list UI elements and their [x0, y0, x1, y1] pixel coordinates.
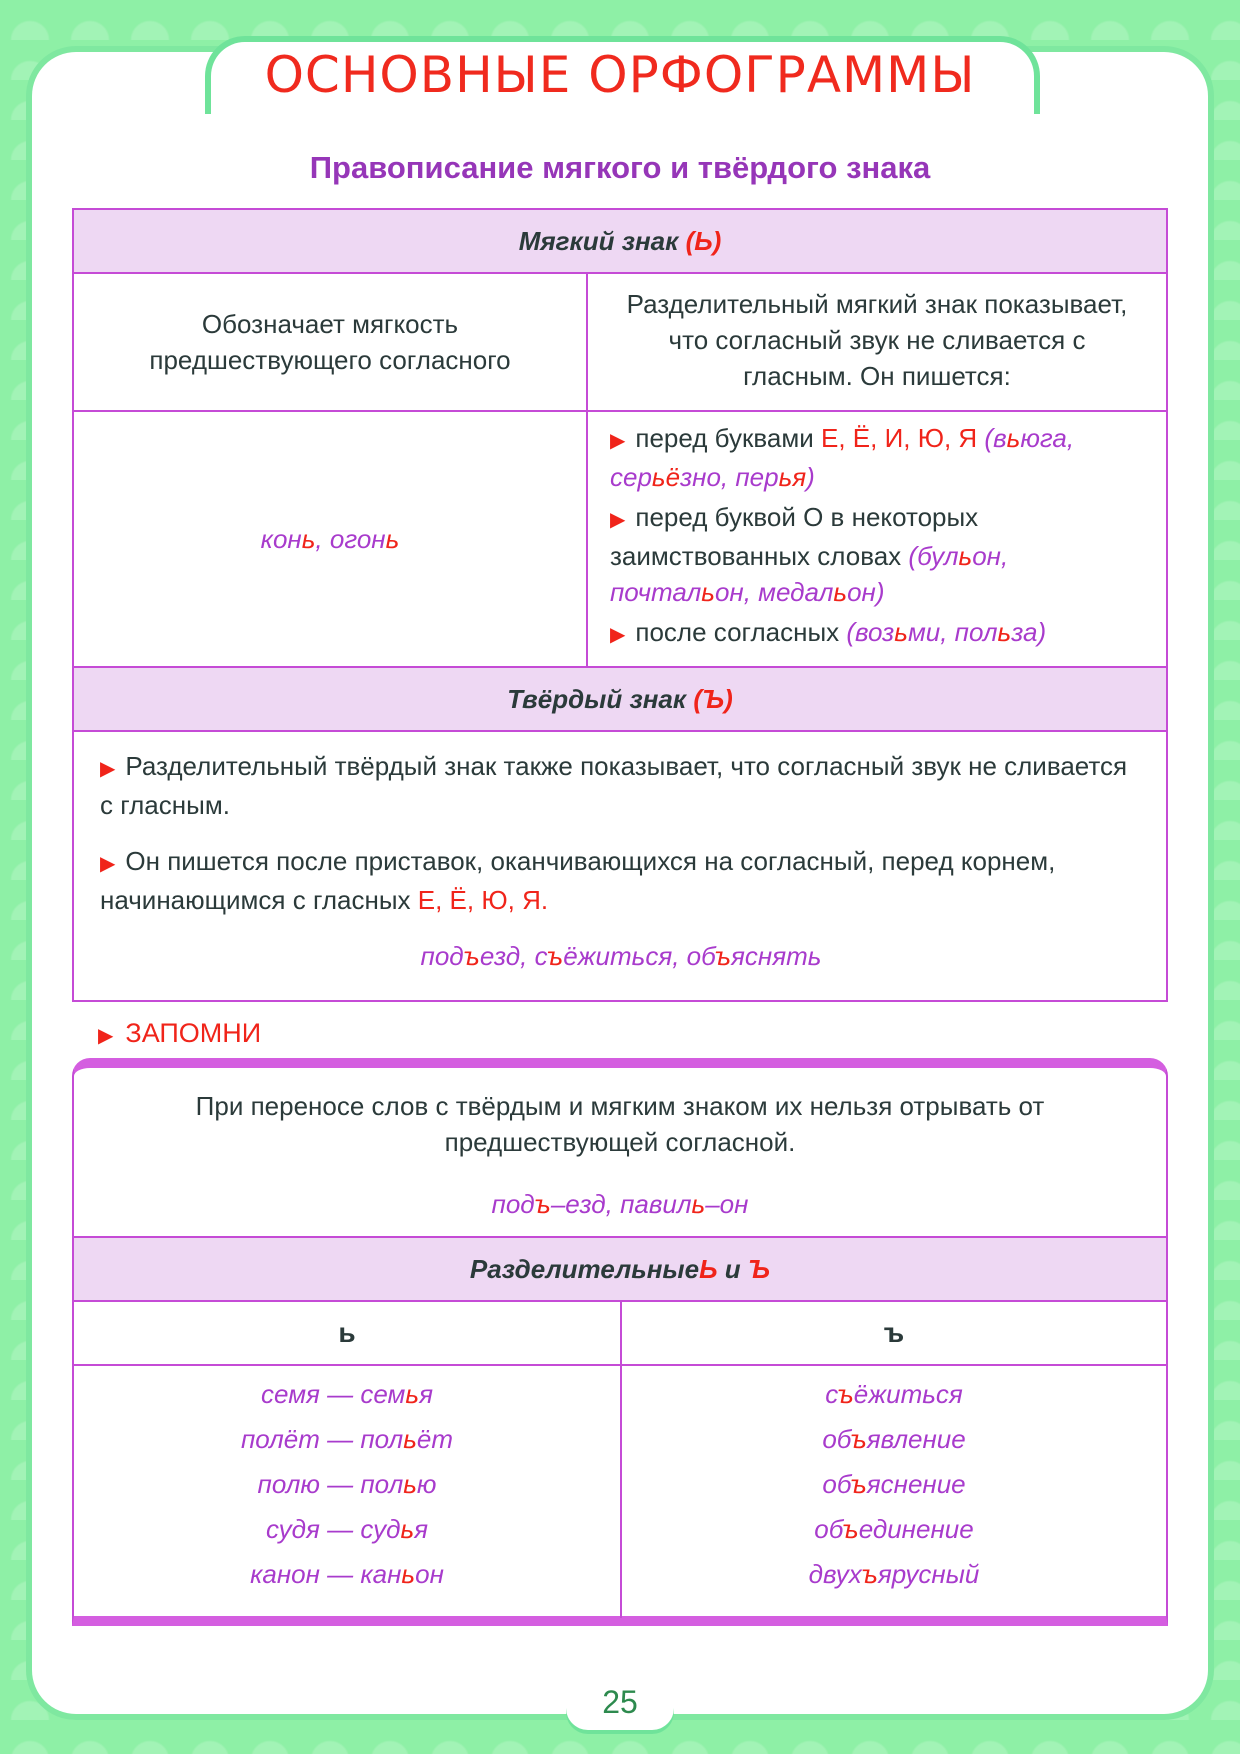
example-text: я [414, 1514, 429, 1544]
example-text: кон [260, 524, 302, 554]
hard-sign-header [74, 668, 1166, 732]
separating-header [74, 1238, 1166, 1302]
highlighted-letter: ь [833, 577, 848, 607]
highlighted-letter: ъ [861, 1559, 878, 1589]
soft-sign-header-text: Мягкий знак [518, 225, 679, 256]
example-text: , огон [315, 524, 386, 554]
example-text: под [491, 1189, 535, 1219]
soft-sign-right-desc: Разделительный мягкий знак показывает, что согласный звук не сливается с гласным. Он пишется: [626, 289, 1128, 391]
rule-item [610, 420, 1146, 495]
example-text: об [814, 1514, 843, 1544]
example-text: ) [806, 462, 815, 492]
word-pair [622, 1372, 1166, 1417]
bullet-arrow-icon: ▶ [610, 430, 626, 452]
highlighted-letter: ь [401, 1559, 416, 1589]
soft-sign-symbol: (Ь) [685, 225, 722, 256]
highlighted-letter: ь [400, 1514, 415, 1544]
example-text: канон — кан [250, 1559, 402, 1589]
example-text: ёжиться, об [563, 941, 715, 971]
example-text: полю — пол [257, 1469, 404, 1499]
highlighted-letter: ья [778, 462, 807, 492]
hard-rule-2-text: Он пишется после приставок, оканчивающихся на согласный, перед корнем, начинающимся с гласных [100, 846, 1056, 915]
hard-rule-1-text: Разделительный твёрдый знак также показывает, что согласный звук не сливается с гласным. [100, 751, 1128, 820]
example-text: ми, пол [907, 617, 998, 647]
bullet-arrow-icon: ▶ [610, 624, 626, 646]
separating-and: и [717, 1253, 748, 1284]
col-soft-header: ь [74, 1302, 622, 1364]
remember-label-text: ЗАПОМНИ [125, 1018, 262, 1048]
word-pair [74, 1552, 620, 1597]
highlighted-letter: ъ [714, 941, 732, 971]
highlighted-letter: ъ [850, 1469, 867, 1499]
example-text: об [822, 1469, 851, 1499]
example-text: яснять [731, 941, 822, 971]
word-pair [74, 1372, 620, 1417]
section-subtitle: Правописание мягкого и твёрдого знака [309, 150, 931, 185]
highlighted-letter: ь [701, 577, 715, 607]
example-text: двух [808, 1559, 862, 1589]
separating-header-text: Разделительные [469, 1253, 700, 1284]
highlighted-letter: ъ [547, 941, 564, 971]
remember-section [74, 1068, 1166, 1238]
example-text: ёт [416, 1424, 454, 1454]
soft-sign-desc-row [74, 274, 1166, 412]
hard-sign-header-text: Твёрдый знак [507, 683, 687, 714]
example-text: единение [858, 1514, 974, 1544]
highlighted-letter: ь [691, 1189, 706, 1219]
rule-example [839, 617, 1046, 647]
page-title: ОСНОВНЫЕ ОРФОГРАММЫ [264, 46, 976, 104]
example-text: (в [977, 423, 1007, 453]
highlighted-letter: ь [405, 1379, 420, 1409]
bullet-arrow-icon: ▶ [100, 853, 116, 875]
soft-sign-left-example [74, 412, 588, 666]
rule-text: после согласных [635, 617, 840, 647]
hard-sign-body [74, 732, 1166, 974]
highlighted-letter: ь [958, 541, 973, 571]
example-text: он) [847, 577, 885, 607]
soft-sign-left-desc: Обозначает мягкость предшествующего согласного [74, 274, 588, 410]
example-text: под [420, 941, 464, 971]
example-text: ю [416, 1469, 437, 1499]
highlighted-letter: ь [403, 1424, 417, 1454]
hard-sign-example [100, 938, 1142, 974]
word-pair [622, 1417, 1166, 1462]
highlighted-letter: ь [403, 1469, 417, 1499]
remember-example [74, 1186, 1166, 1222]
rule-item [610, 499, 1146, 610]
highlighted-letter: ь [894, 617, 908, 647]
page-number: 25 [566, 1672, 674, 1730]
highlighted-letter: ъ [463, 941, 480, 971]
remember-text: При переносе слов с твёрдым и мягким знаком их нельзя отрывать от предшествующей согласной. [195, 1091, 1045, 1157]
example-text: яснение [866, 1469, 966, 1499]
example-text: ёжиться [853, 1379, 963, 1409]
highlighted-letter: ъ [534, 1189, 551, 1219]
remember-label [98, 1018, 261, 1049]
hard-word-list [622, 1366, 1166, 1618]
highlighted-letter: ъ [842, 1514, 859, 1544]
separating-soft-symbol: Ь [699, 1253, 718, 1284]
word-pair [74, 1507, 620, 1552]
word-pair [622, 1462, 1166, 1507]
highlighted-letter: ь [997, 617, 1012, 647]
example-text: (бул [901, 541, 959, 571]
rule-item [610, 614, 1146, 653]
word-pair [622, 1552, 1166, 1597]
remember-box [72, 1058, 1168, 1626]
separating-hard-symbol: Ъ [747, 1253, 771, 1284]
hard-sign-symbol: (Ъ) [693, 683, 733, 714]
col-hard-header: ъ [883, 1317, 905, 1348]
rules-table [72, 208, 1168, 1002]
example-text: он, почтал [610, 541, 1009, 607]
example-text: явление [866, 1424, 966, 1454]
example-text: –езд, павил [550, 1189, 692, 1219]
example-text: зно, пер [680, 462, 779, 492]
hard-rule-2 [100, 843, 1142, 918]
bullet-arrow-icon: ▶ [98, 1025, 114, 1047]
example-text: за) [1011, 617, 1047, 647]
word-pair [622, 1507, 1166, 1552]
word-pair [74, 1462, 620, 1507]
example-text: ярусный [877, 1559, 980, 1589]
word-pair [74, 1417, 620, 1462]
separating-words-row [74, 1366, 1166, 1618]
rule-text: перед буквами [635, 423, 821, 453]
soft-sign-rules-list [588, 412, 1166, 666]
highlighted-letter: ъ [837, 1379, 854, 1409]
example-text: он [415, 1559, 444, 1589]
rule-text: перед буквой О в некоторых заимствованных словах [610, 502, 979, 571]
example-text: езд, с [479, 941, 548, 971]
hard-rule-2-letters: Е, Ё, Ю, Я. [417, 885, 549, 915]
example-text: я [419, 1379, 433, 1409]
example-text: –он [705, 1189, 749, 1219]
highlighted-letter: ь [301, 524, 316, 554]
example-text: (воз [839, 617, 895, 647]
highlighted-letter: ь [1006, 423, 1021, 453]
example-text: юга, сер [610, 423, 1075, 492]
soft-sign-examples-row [74, 412, 1166, 668]
example-text: полёт — пол [240, 1424, 404, 1454]
rule-letters: Е, Ё, И, Ю, Я [820, 423, 978, 453]
example-text: судя — суд [265, 1514, 401, 1544]
hard-rule-1 [100, 748, 1142, 823]
example-text: об [822, 1424, 851, 1454]
highlighted-letter: ь [385, 524, 400, 554]
highlighted-letter: ъ [850, 1424, 867, 1454]
bullet-arrow-icon: ▶ [610, 509, 626, 531]
bullet-arrow-icon: ▶ [100, 758, 116, 780]
example-text: с [825, 1379, 838, 1409]
example-text: он, медал [714, 577, 834, 607]
separating-col-headers [74, 1302, 1166, 1366]
example-text: семя — сем [261, 1379, 406, 1409]
soft-word-list [74, 1366, 622, 1618]
soft-sign-header [74, 210, 1166, 274]
highlighted-letter: ьё [651, 462, 681, 492]
